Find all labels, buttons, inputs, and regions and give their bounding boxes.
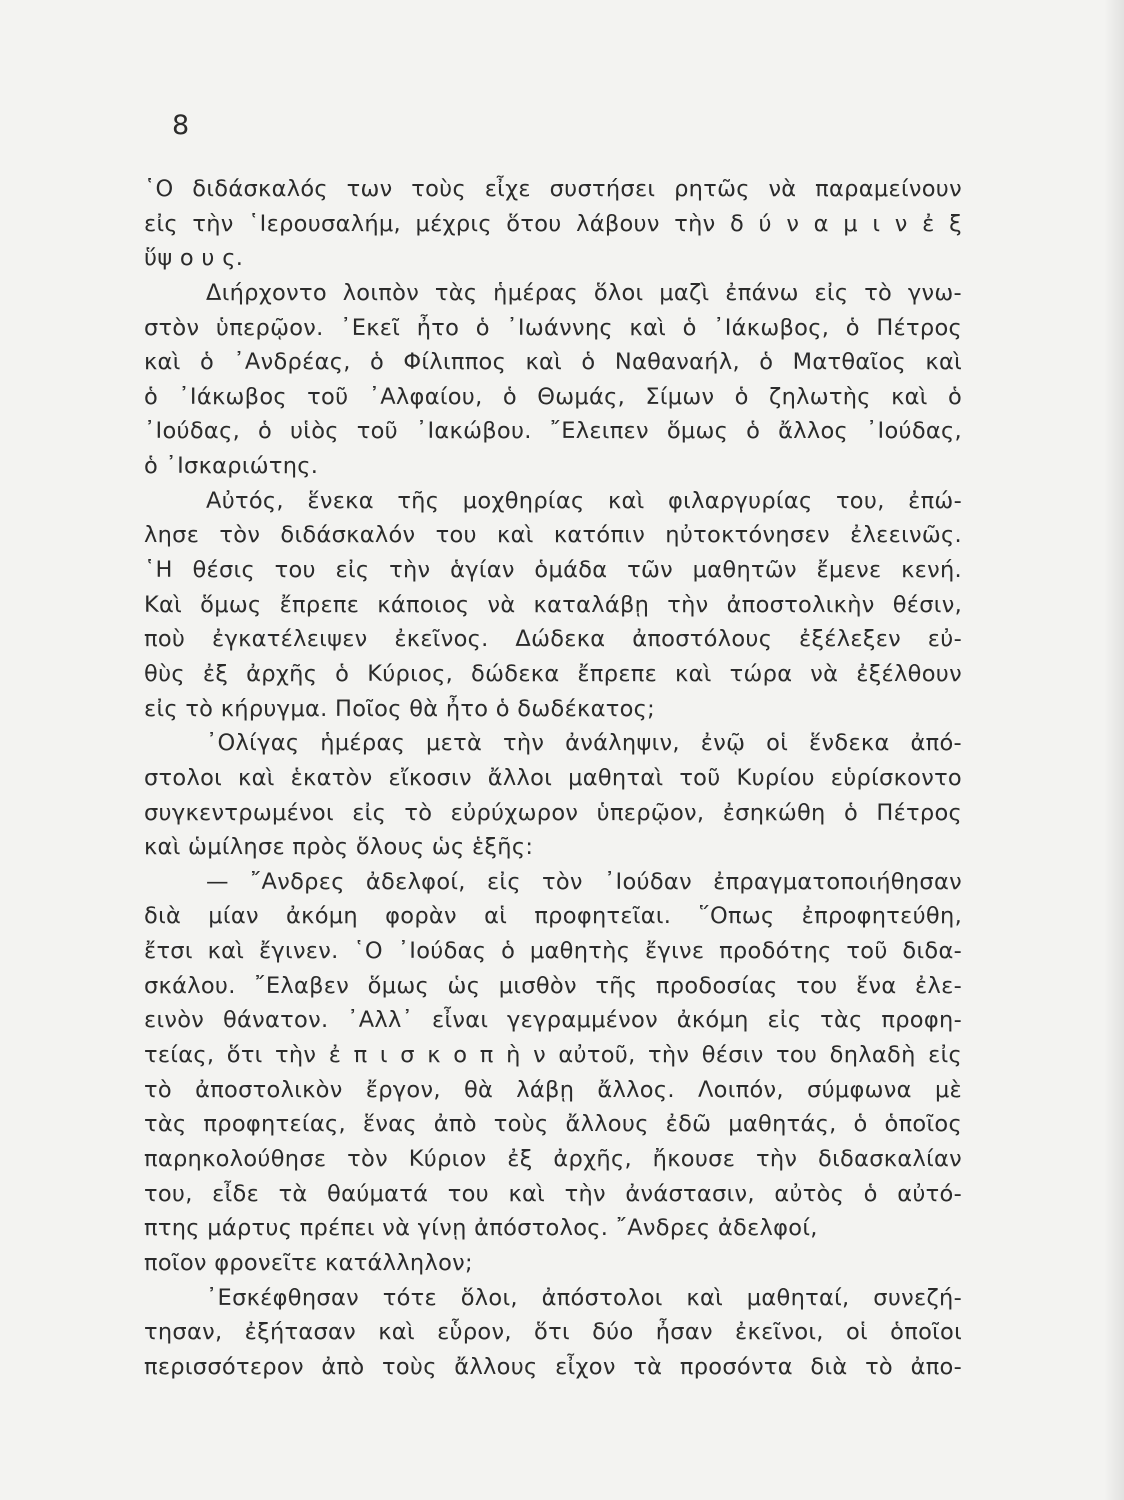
text-line: ποῖον φρονεῖτε κατάλληλον; [144, 1249, 473, 1276]
text-line: ὁ ᾿Ιάκωβος τοῦ ᾿Αλφαίου, ὁ Θωμάς, Σίμων ὁ ζηλωτὴς καὶ ὁ [144, 383, 963, 410]
text-line: ποὺ ἐγκατέλειψεν ἐκεῖνος. Δώδεκα ἀποστόλους ἐξέλεξεν εὐ- [144, 626, 962, 653]
body-text [144, 172, 962, 1384]
text-line: λησε τὸν διδάσκαλόν του καὶ κατόπιν ηὐτοκτόνησεν ἐλεεινῶς. [144, 522, 962, 549]
text-line: ὁ ᾿Ισκαριώτης. [144, 453, 319, 480]
text-line: περισσότερον ἀπὸ τοὺς ἄλλους εἶχον τὰ προσόντα διὰ τὸ ἀπο- [144, 1353, 963, 1380]
text-line: εἰς τὴν ῾Ιερουσαλήμ, μέχρις ὅτου λάβουν τὴν δ ύ ν α μ ι ν ἐ ξ [144, 210, 962, 237]
text-line: ᾿Ιούδας, ὁ υἱὸς τοῦ ᾿Ιακώβου. ῎Ελειπεν ὅμως ὁ ἄλλος ᾿Ιούδας, [144, 418, 963, 445]
text-line: Διήρχοντο λοιπὸν τὰς ἡμέρας ὅλοι μαζὶ ἐπάνω εἰς τὸ γνω- [206, 279, 962, 306]
text-line: τὰς προφητείας, ἕνας ἀπὸ τοὺς ἄλλους ἐδῶ μαθητάς, ὁ ὁποῖος [144, 1111, 962, 1138]
text-line: ὕψ ο υ ς. [144, 245, 244, 272]
text-line: εἰς τὸ κήρυγμα. Ποῖος θὰ ἦτο ὁ δωδέκατος; [144, 695, 656, 722]
text-line: ᾿Εσκέφθησαν τότε ὅλοι, ἀπόστολοι καὶ μαθηταί, συνεζή- [206, 1284, 962, 1311]
text-line: σκάλου. ῎Ελαβεν ὅμως ὡς μισθὸν τῆς προδοσίας του ἕνα ἐλε- [144, 972, 963, 999]
text-line: του, εἶδε τὰ θαύματά του καὶ τὴν ἀνάστασιν, αὐτὸς ὁ αὐτό- [144, 1180, 963, 1207]
page-edge-shadow [1104, 0, 1124, 1500]
text-line: τησαν, ἐξήτασαν καὶ εὗρον, ὅτι δύο ἦσαν ἐκεῖνοι, οἱ ὁποῖοι [144, 1319, 963, 1346]
text-line: ᾿Ολίγας ἡμέρας μετὰ τὴν ἀνάληψιν, ἐνῷ οἱ ἕνδεκα ἀπό- [206, 730, 962, 757]
text-line: παρηκολούθησε τὸν Κύριον ἐξ ἀρχῆς, ἤκουσε τὴν διδασκαλίαν [144, 1145, 962, 1172]
text-line: Καὶ ὅμως ἔπρεπε κάποιος νὰ καταλάβῃ τὴν ἀποστολικὴν θέσιν, [144, 591, 963, 618]
text-line: τὸ ἀποστολικὸν ἔργον, θὰ λάβῃ ἄλλος. Λοιπόν, σύμφωνα μὲ [144, 1076, 963, 1103]
text-line: τείας, ὅτι τὴν ἐ π ι σ κ ο π ὴ ν αὐτοῦ, τὴν θέσιν του δηλαδὴ εἰς [144, 1042, 962, 1069]
text-line: καὶ ὡμίλησε πρὸς ὅλους ὡς ἑξῆς: [144, 834, 534, 861]
text-line: Αὐτός, ἕνεκα τῆς μοχθηρίας καὶ φιλαργυρίας του, ἐπώ- [206, 487, 962, 514]
text-line: θὺς ἐξ ἀρχῆς ὁ Κύριος, δώδεκα ἔπρεπε καὶ τώρα νὰ ἐξέλθουν [144, 660, 962, 687]
text-line: ἔτσι καὶ ἔγινεν. ῾Ο ᾿Ιούδας ὁ μαθητὴς ἔγινε προδότης τοῦ διδα- [144, 938, 963, 965]
text-line: διὰ μίαν ἀκόμη φορὰν αἱ προφητεῖαι. ῞Οπως ἐπροφητεύθη, [144, 903, 963, 930]
text-line: — ῎Ανδρες ἀδελφοί, εἰς τὸν ᾿Ιούδαν ἐπραγματοποιήθησαν [206, 868, 962, 895]
text-line: πτης μάρτυς πρέπει νὰ γίνῃ ἀπόστολος. ῎Ανδρες ἀδελφοί, [144, 1215, 818, 1242]
page-number: 8 [172, 110, 190, 141]
text-line: εινὸν θάνατον. ᾿Αλλ᾿ εἶναι γεγραμμένον ἀκόμη εἰς τὰς προφη- [144, 1007, 962, 1034]
text-line: στὸν ὑπερῷον. ᾿Εκεῖ ἦτο ὁ ᾿Ιωάννης καὶ ὁ ᾿Ιάκωβος, ὁ Πέτρος [144, 314, 963, 341]
text-line: καὶ ὁ ᾿Ανδρέας, ὁ Φίλιππος καὶ ὁ Ναθαναήλ, ὁ Ματθαῖος καὶ [144, 349, 962, 376]
text-line: συγκεντρωμένοι εἰς τὸ εὐρύχωρον ὑπερῷον, ἐσηκώθη ὁ Πέτρος [144, 799, 963, 826]
text-line: ῾Η θέσις του εἰς τὴν ἁγίαν ὁμάδα τῶν μαθητῶν ἔμενε κενή. [144, 557, 963, 584]
text-line: ῾Ο διδάσκαλός των τοὺς εἶχε συστήσει ρητῶς νὰ παραμείνουν [144, 176, 962, 202]
text-line: στολοι καὶ ἑκατὸν εἴκοσιν ἄλλοι μαθηταὶ τοῦ Κυρίου εὑρίσκοντο [144, 764, 962, 791]
